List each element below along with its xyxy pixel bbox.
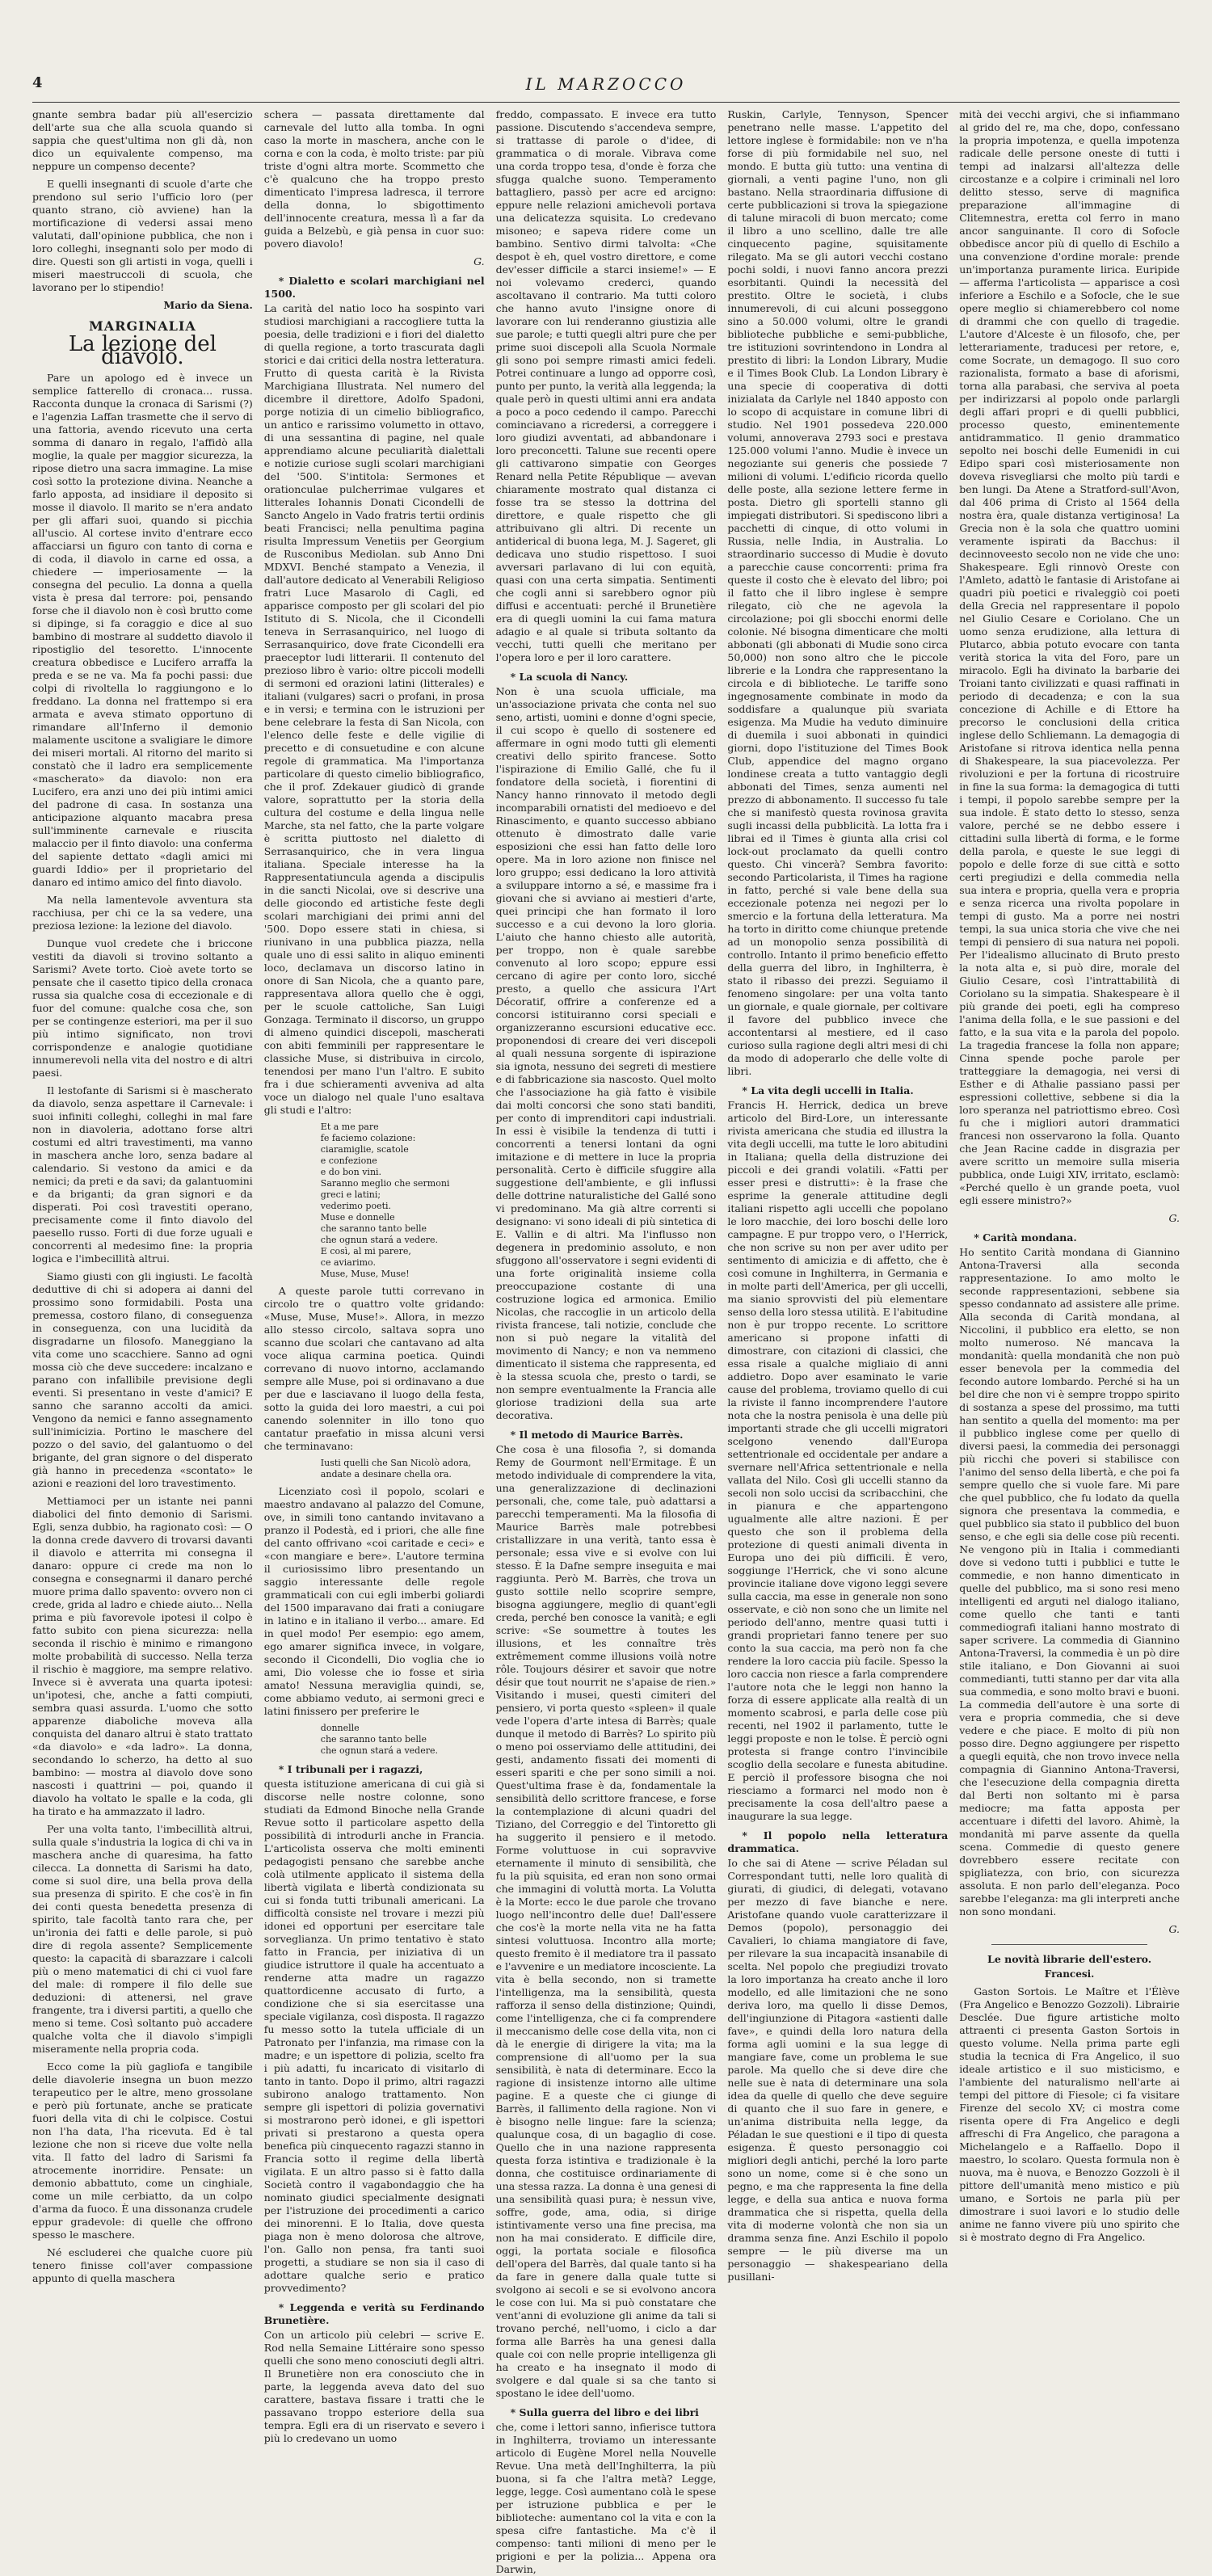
column-4	[727, 108, 949, 2283]
section-heading: * Carità mondana.	[974, 1231, 1077, 1244]
column-2	[263, 108, 485, 2444]
article-title: La lezione del diavolo.	[68, 332, 217, 369]
paragraph: Pare un apologo ed è invece un semplice fatterello di cronaca... russa. Racconta dunque la cronaca di Sarismi (?) e l'agenzia Laffan trasmette che il servo di una fattoria, avendo ricevuto una certa somma di danaro in regalo, l'affidò alla moglie, la quale per maggior sicurezza, la ripose dietro una sacra immagine. La mise così sotto la protezione divina. Neanche a farlo apposta, ad insidiare il deposito si mosse il diavolo. Il marito se n'era andato per gli affari suoi, quando si picchia all'uscio. Al cortese invito d'entrare ecco affacciarsi un figuro con tanto di corna e di coda, il diavolo in carne ed ossa, a chiedere — imperiosamente — la consegna del peculio. La donna a quella vista è presa dal terrore: poi, pensando forse che il diavolo non è così brutto come si dipinge, si fa coraggio e dice al suo bambino di mostrare al suddetto diavolo il ripostiglio del tesoretto. L'innocente creatura obbedisce e Lucifero arraffa la preda e se ne va. Ma fa pochi passi: due colpi di rivoltella lo raggiungono e lo freddano. La donna nel frattempo si era armata e aveva stimato opportuno di rimandare all'Inferno il demonio malamente uscitone a svaligiare le dimore dei miseri mortali. Al ritorno del marito si constatò che il ladro era semplicemente «mascherato» da diavolo: non era Lucifero, era anzi uno dei più intimi amici del padrone di casa. In sostanza una anticipazione alquanto macabra presa sull'imminente carnevale e riuscita malaccio per il finto diavolo: una conferma del sapiente dettato «dagli amici mi guardi Iddio» per il proprietario del danaro ed intimo amico del finto diavolo.	[32, 372, 253, 888]
column-5	[959, 108, 1180, 2243]
paragraph: Con un articolo più celebri — scrive E. Rod nella Semaine Littéraire sono spesso quelli che sono meno conosciuti degli altri. Il Brunetière non era conosciuto che in parte, la leggenda aveva dato del suo carattere, bastava fissare i tratti che le passavano troppo esteriore della sua tempra. Egli era di un riservato e severo i più lo credevano un uomo	[263, 2329, 485, 2444]
paragraph: Né escluderei che qualche cuore più tenero finisse coll'aver compassione appunto di quella maschera	[32, 2246, 253, 2284]
section-subheading: Francesi.	[1044, 1968, 1095, 1980]
section-heading: * I tribunali per i ragazzi,	[278, 1763, 423, 1775]
paragraph: E quelli insegnanti di scuole d'arte che prendono sul serio l'ufficio loro (per quanto strano, ciò avviene) han la mortificazione di vedersi assai meno valutati, dall'opinione pubblica, che non i loro colleghi, insegnanti solo per modo di dire. Questi son gli artisti in voga, quelli i miseri maestruccoli di scuola, che lavorano per lo stipendio!	[32, 178, 253, 293]
paragraph: Gaston Sortois. Le Maître et l'Élève (Fra Angelico e Benozzo Gozzoli). Librairie Desclée. Due figure artistiche molto attraenti ci presenta Gaston Sortois in questo volume. Nella prima parte egli studia la tecnica di Fra Angelico, il suo ideale artistico e il suo misticismo, e l'ambiente del naturalismo nell'arte ai tempi del pittore di Fiesole; ci fa visitare Firenze del secolo XV; ci mostra come risenta opere di Fra Angelico e degli affreschi di Fra Angelico, che paragona a Michelangelo e a Raffaello. Dopo il maestro, lo scolaro. Questa formula non è nuova, ma è nuova, e Benozzo Gozzoli è il pittore dell'umanità meno mistico e più umano, e Sortois ne parla più per dimostrare i suoi lavori e lo studio delle anime ne fanno vivere più uno spirito che si è mostrato degno di Fra Angelico.	[959, 1985, 1180, 2243]
section-heading: * Leggenda e verità su Ferdinando Brunetière.	[263, 2301, 485, 2326]
paragraph: freddo, compassato. E invece era tutto passione. Discutendo s'accendeva sempre, si trattasse di parole o d'idee, di grammatica o di morale. Vibrava come una corda troppo tesa, d'onde è forza che sfugga qualche suono. Temperamento battagliero, passò per acre ed arcigno: eppure nelle relazioni amichevoli portava una delicatezza squisita. Lo credevano misoneo; e sapeva ridere come un bambino. Sentivo dirmi talvolta: «Che despot è eh, quel vostro direttore, e come dev'esser difficile a starci insieme!» — E noi volevamo crederci, quando ascoltavano il contrario. Ma tutti coloro che hanno avuto l'insigne onore di lavorare con lui renderanno giustizia alle sue parole; e tutti quegli altri pure che per prime suoi discepoli alla Scuola Normale gli sono poi sempre rimasti amici fedeli. Potrei continuare a lungo ad opporre così, punto per punto, la verità alla leggenda; la quale però in questi ultimi anni era andata a poco a poco cedendo il campo. Parecchi cominciavano a ricredersi, a correggere i loro giudizi avventati, ad abbandonare i loro preconcetti. Talune sue recenti opere gli cattivarono simpatie con Georges Renard nella Petite République — avevan chiaramente mostrato qual distanza ci fosse tra se stesso la dottrina del direttore, e quale rispetto che gli attribuivano gli altri. Di recente un antiderical di buona lega, M. J. Sageret, gli dedicava uno studio rispettoso. I suoi avversari parlavano di lui con equità, quasi con una certa simpatia. Sentimenti che cogli anni si sarebbero ognor più diffusi e accentuati: perché il Brunetière era di quegli uomini la cui fama matura adagio e al quale si tributa soltanto da vecchi, tutti quelli che meritano per l'opera loro e per il loro carattere.	[495, 108, 717, 663]
paragraph: questa istituzione americana di cui già si discorse nelle nostre colonne, sono studiati da Edmond Binoche nella Grande Revue sotto il particolare aspetto della possibilità di introdurli anche in Francia. L'articolista osserva che molti eminenti pedagogisti pensano che sarebbe anche colà utilmente applicato il sistema della libertà vigilata e libertà condizionata su cui si fonda tutti tribunali americani. La difficoltà consiste nel trovare i mezzi più idonei ed opportuni per esercitare tale sorveglianza. Un primo tentativo è stato fatto in Francia, per iniziativa di un giudice istruttore il quale ha accentuato a renderne atta madre un ragazzo quattordicenne accusato di furto, a condizione che si sia esercitasse una speciale vigilanza, così disposta. Il ragazzo fu messo sotto la tutela ufficiale di un Patronato per l'infanzia, ma rimase con la madre; e un ispettore di polizia, scelto fra i più adatti, fu incaricato di visitarlo di tanto in tanto. Dopo il primo, altri ragazzi subirono analogo trattamento. Non sempre gli ispettori di polizia governativi si mostrarono però idonei, e gli ispettori privati si prestarono a questa opera benefica più cinquecento ragazzi stanno in Francia sotto il regime della libertà vigilata. E un altro passo si è fatto dalla Società contro il vagabondaggio che ha nominato giudici specialmente designati per l'istruzione dei procedimenti a carico dei minorenni. E lo Italia, dove questa piaga non è meno dolorosa che altrove, l'on. Gallo non pensa, fra tanti suoi progetti, a studiare se non sia il caso di adottare qualche serio e pratico provvedimento?	[263, 1778, 485, 2294]
page-header	[32, 74, 1180, 97]
paragraph: La carità del natio loco ha sospinto vari studiosi marchigiani a raccogliere tutta la poesia, delle tradizioni e i fiori del dialetto di quella regione, a torto trascurata dagli storici e dai critici della nostra letteratura. Frutto di questa carità è la Rivista Marchigiana Illustrata. Nel numero del dicembre il direttore, Adolfo Spadoni, porge notizia di un cimelio bibliografico, un antico e rarissimo volumetto in ottavo, di una sessantina di pagine, nel quale apprendiamo alcune peculiarità dialettali e notizie curiose sugli scolari marchigiani del '500. S'intitola: Sermones et orationculae pulcherrimae vulgares et litterales Iohannis Donati Cicondelli de Sancto Angelo in Vado fratris tertii ordinis beati Francisci; nella penultima pagina risulta Impressum Venetiis per Georgium de Rusconibus Mediolan. sub Anno Dni MDXVI. Benché stampato a Venezia, il dall'autore dedicato al Venerabili Religioso fratri Luce Masarolo di Cagli, ed apparisce composto per gli scolari del pio Istituto di S. Nicola, che il Cicondelli teneva in Serrasanquirico, nel luogo di Serrasanquirico, dove frate Cicondelli era praeceptor ludi litterarii. Il contenuto del prezioso libro è vario: oltre piccoli modelli di sermoni ed orazioni latini (litterales) e italiani (vulgares) sacri o profani, in prosa e in versi; e termina con le istruzioni per bene celebrare la festa di San Nicola, con l'elenco delle feste e delle vigilie di precetto e di consuetudine e con alcune regole di grammatica. Ma l'importanza particolare di questo cimelio bibliografico, che il prof. Zdekauer giudicò di grande valore, soprattutto per la storia della cultura del costume e della lingua nelle Marche, sta nel fatto, che la parte volgare è scritta piuttosto nel dialetto di Serrasanquirico, che in vera lingua italiana. Speciale interesse ha la Rappresentatiuncula agenda a discipulis in die sancti Nicolai, ove si descrive una delle giocondo ed artistiche feste degli scolari marchigiani dei primi anni del '500. Dopo essere stati in chiesa, si riunivano in una pubblica piazza, nella quale uno di essi salito in aliquo eminenti loco, declamava un discorso latino in onore di San Nicola, che a quanto pare, rappresentava allora quello che è oggi, per le scuole cattoliche, San Luigi Gonzaga. Terminato il discorso, un gruppo di almeno quindici discepoli, mascherati con abiti femminili per rappresentare le classiche Muse, si distribuiva in circolo, tenendosi per mano l'un l'altro. E subito fra i due schieramenti avveniva ad alta voce un dialogo nel quale l'uno esaltava gli studi e l'altro:	[263, 302, 485, 1116]
section-heading: * La vita degli uccelli in Italia.	[742, 1084, 914, 1096]
paragraph: A queste parole tutti correvano in circolo tre o quattro volte gridando: «Muse, Muse, Muse!». Allora, in mezzo allo stesso circolo, saltava sopra uno scanno due scolari che cantavano ad alta voce aliqua carmina poetica. Quindi correvano di nuovo intorno, acclamando sempre alle Muse, poi si ordinavano a due per due e lasciavano il luogo della festa, sotto la guida dei loro maestri, a cui poi canendo solenniter in illo tono quo cantatur praefatio in missa alcuni versi che terminavano:	[263, 1285, 485, 1452]
verse: Iusti quelli che San Nicolò adora, andate a desinare chella ora.	[320, 1458, 472, 1480]
masthead: IL MARZOCCO	[525, 74, 687, 94]
paragraph: Ho sentito Carità mondana di Giannino Antona-Traversi alla seconda rappresentazione. Io amo molto le seconde rappresentazioni, sebbene sia spesso condannato ad assistere alle prime. Alla seconda di Carità mondana, al Niccolini, il pubblico era eletto, se non molto numeroso. Né mancava la mondanità: quella mondanità che non può esser benevola per la commedia del fecondo autore lombardo. Perché si ha un bel dire che non vi è sempre troppo spirito di sostanza a spese del prossimo, ma tutti han sentito a quella del momento: ma per il pubblico inglese come per quello di diversi paesi, la commedia dei personaggi più ricchi che poveri si stabilisce con l'animo del senso della libertà, e che poi fa sempre quello che si vuole fare. Mi pare che quel pubblico, che fu lodato da quella signora che presentava la commedia, e quel pubblico sia stato il pubblico del buon senso, e che egli sia delle cose più recenti. Ne vengono più in Italia i commedianti dove si vedono tutti i pubblici e tutte le commedie, e non hanno dimenticato in quelle del pubblico, ma si sono resi meno intelligenti ed arguti nel dialogo italiano, come quello che tanti e tanti commediografi italiani hanno mostrato di saper scrivere. La commedia di Giannino Antona-Traversi, la commedia è un pò dire stile italiano, e Don Giovanni ai suoi commedianti, tutti stanno per dar vita alla sua commedia, e sono molto bravi e buoni. La commedia dell'autore è una sorte di vera e propria commedia, che si deve vedere e che piace. E molto di più non posso dire. Degno aggiungere per rispetto a quegli equità, che non trovo invece nella compagnia di Giannino Antona-Traversi, che l'esecuzione della compagnia diretta dal Berti non soltanto mi è parsa mediocre; ma fatta apposta per accentuare i difetti del lavoro. Ahimè, la mondanità mi parve assente da quella scena. Commedie di questo genere dovrebbero essere recitate con spigliatezza, con brio, con sicurezza assoluta. E non parlo dell'eleganza. Poco sarebbe l'eleganza: ma gli interpreti anche non sono mondani.	[959, 1246, 1180, 1917]
column-3	[495, 108, 717, 2575]
author-signature: Mario da Siena.	[163, 299, 253, 311]
paragraph: Che cosa è una filosofia ?, si domanda Remy de Gourmont nell'Ermitage. È un metodo individuale di comprendere la vita, una generalizzazione di declinazioni personali, che, come tale, può adattarsi a parecchi temperamenti. Ma la filosofia di Maurice Barrès male potrebbesi cristallizzare in una verità, tanto essa è personale; essa vive e si evolve con lui stesso. È la Dafne sempre inseguita e mai raggiunta. Però M. Barrès, che trova un gusto sottile nello scoprire sempre, bisogna aggiungere, meglio di quant'egli creda, perché ben conosce la vanità; e egli scrive: «Se soumettre à toutes les illusions, et les connaître très extrêmement comme illusions voilà notre rôle. Toujours désirer et savoir que notre désir que tout nourrit ne s'apaise de rien.» Visitando i musei, questi cimiteri del pensiero, vi porta questo «spleen» il quale vede l'opera d'arte intesa di Barrès; quale dunque il metodo di Barrès? Lo spirito più o meno poi osserviamo delle attitudini, dei gesti, andamento fissati dei momenti di esseri spariti e che per sono simili a noi. Quest'ultima frase è da, fondamentale la sensibilità dello scrittore francese, e forse la contemplazione di alcuni quadri del Tiziano, del Correggio e del Tintoretto gli ha suggerito il pensiero e il metodo. Forme voluttuose in cui sopravvive eternamente il minuto di sensibilità, che fu la più squisita, ed eran non sono ormai che immagini di voluttà morta. La Volutta è la Morte: ecco le due parole che trovano luogo nell'incontro delle due! Dall'essere che cos'è la morte nella vita ne ha fatta sintesi voluttuosa. Incontro alla morte; questo fremito è il mediatore tra il passato e l'avvenire e un mediatore incosciente. La vita è bella secondo, non si tramette l'intelligenza, ma la sensibilità, questa rafforza il senso della distinzione; Quindi, come l'intelligenza, che ci fa comprendere il meccanismo delle cose della vita, non ci dà le energie di dirigere la vita; ma la comprensione di all'uomo per la sua sensibilità, è nata di determinare. Ecco la ragione di insistenze intorno alle ultime pagine. E a queste che ci giunge di Barrès, il fallimento della ragione. Non vi è bisogno nelle lingue: fare la scienza; qualunque cosa, di un bagaglio di cose. Quello che in una nazione rappresenta questa forza istintiva e tradizionale è la donna, che costituisce ordinariamente di una stessa razza. La donna è una genesi di una sensibilità quasi pura; è nessun vive, soffre, gode, ama, odia, si dirige istintivamente verso una fine precisa, ma non ha mai considerato. E difficile dire, oggi, la portata sociale e filosofica dell'opera del Barrès, dal quale tanto si ha da fare in genere dalla quale tutte si svolgono ai secoli e se si evolvono ancora le cose con lui. Ma si può constatare che vent'anni di evoluzione gli anime da tali si trovano perché, nell'uomo, i ciclo a dar forma alle Barrès ha una genesi dalla quale coi con nelle proprie intelligenza gli ha creato e ha insegnato il modo di svolgere e dal quale si sa che tanto si spostano le idee dell'uomo.	[495, 1443, 717, 2399]
divider	[991, 1944, 1147, 1945]
section-title: MARGINALIA	[89, 318, 196, 334]
page-number: 4	[32, 74, 43, 91]
paragraph: Per una volta tanto, l'imbecillità altrui, sulla quale s'industria la logica di chi va in maschera anche di quaresima, ha fatto cilecca. La donnetta di Sarismi ha dato, come si suol dire, una bella prova della sua presenza di spirito. E che cos'è in fin dei conti questa benedetta presenza di spirito, tale facoltà tanto rara che, per un'ironia dei fatti e delle parole, si può dire di regola assente? Semplicemente questo: la capacità di sbarazzare i calcoli più o meno matematici di chi ci vuol fare del male: di rompere il filo delle sue deduzioni: di attenersi, nel grave frangente, tra i diversi partiti, a quello che meno si teme. Così soltanto può accadere qualche volta che il diavolo s'impigli miseramente nella propria coda.	[32, 1823, 253, 2055]
paragraph: mità dei vecchi argivi, che si infiammano al grido del re, ma che, dopo, confessano la propria impotenza, e quella impotenza radicale delle persone oneste di tutti i tempi ad inalzarsi all'altezza delle circostanze e a colpire i criminali nel loro delitto stesso, serve di magnifica preparazione all'immagine di Clitemnestra, eretta col ferro in mano ancor sanguinante. Il coro di Sofocle obbedisce ancor più di quello di Eschilo a una convenzione d'ordine morale: prende un'importanza puramente lirica. Euripide — afferma l'articolista — apparisce a così inferiore a Eschilo e a Sofocle, che le sue opere meglio si chiamerebbero col nome di drammi che con quello di tragedie. L'autore d'Alceste è un filosofo, che, per letterariamente, traducesi per retore, e, come Socrate, un demagogo. Il suo coro razionalista, formato a base di aforismi, torna alla parabasi, che serviva al poeta per indirizzarsi al popolo onde parlargli degli affari propri e di quelli pubblici, processo questo, eminentemente antidrammatico. Il genio drammatico sepolto nei boschi delle Eumenidi in cui Edipo spari così misteriosamente non doveva risvegliarsi che molto più tardi e ben lungi. Da Atene a Stratford-sull'Avon, dal 406 prima di Cristo al 1564 della nostra èra, quale distanza vertiginosa! La Grecia non è la sola che quattro uomini veramente ispirati da Bacchus: il decinnoveesto secolo non ne vide che uno: Shakespeare. Egli rinnovò Oreste con l'Amleto, adattò le fantasie di Aristofane ai quadri più poetici e rivaleggiò coi poeti della Grecia nel rappresentare il popolo nel Giulio Cesare e Coriolano. Che un uomo senza erudizione, alla lettura di Plutarco, abbia potuto evocare con tanta verità storica la vita del Foro, pare un miracolo. Egli ha divinato la barbarie dei Troiani tanto civilizzati e quasi raffinati in periodo di decadenza; e con la sua concezione di Achille e di Ettore ha precorso le conclusioni della critica inglese dello Schliemann. La demagogia di Aristofane si ritrova identica nella penna di Shakespeare, la sua piacevolezza. Per rivoluzioni e per la fortuna di ricostruire in fine la sua forma: la demagogica di tutti i tempi, il popolo sarebbe sempre per la sua indole. È stato detto lo stesso, senza valore, perché se ne debbo essere i cittadini sulla libertà di forma, e le forme della parola, e queste le sue leggi di popolo e delle forze di sue città e sotto certi pregiudizi e della commedia nella sua intera e propria, quella vera e propria e senza ricerca una rivolta popolare in tempi di gusto. Ma a porre nei nostri tempi, la sua unica storia che vive che nei tempi di pensiero di sua natura nei popoli. Per l'idealismo allucinato di Bruto presto la nota alta e, si può dire, morale del Giulio Cesare, così l'intrattabilità di Coriolano su la simpatia. Shakespeare è il più grande dei poeti, egli ha compreso l'anima della folla, e le sue passioni e del fatto, e la sua vita e la parola del popolo. La tragedia francese la folla non appare; Cinna spende poche parole per tratteggiare la demagogia, nei versi di Esther e di Athalie passiano passi per espressioni collettive, sebbene si dia la loro speranza nel patriottismo ebreo. Così fu che i migliori autori drammatici francesi non osservarono la folla. Quanto che Jean Racine cadde in disgrazia per avere scritto un memoire sulla miseria pubblica, onde Luigi XIV, irritato, esclamò: «Perché quello è un grande poeta, vuol egli essere ministro?»	[959, 108, 1180, 1206]
paragraph: Il lestofante di Sarismi si è mascherato da diavolo, senza aspettare il Carnevale: i suoi infiniti colleghi, colleghi in mal fare non in diavoleria, adottano forse altri costumi ed altri travestimenti, ma vanno in maschera anche loro, senza badare al calendario. Si vestono da amici e da nemici; da preti e da savi; da galantuomini e da briganti; da gran signori e da disperati. Poi così travestiti operano, precisamente come il finto diavolo del paesello russo. Forti di due forze uguali e concorrenti al medesimo fine: la propria logica e l'imbecillità altrui.	[32, 1084, 253, 1265]
section-heading: * Il popolo nella letteratura drammatica.	[727, 1829, 949, 1854]
author-initial: G.	[1168, 1212, 1180, 1224]
section-heading: * Il metodo di Maurice Barrès.	[510, 1429, 684, 1441]
author-initial: G.	[1168, 1923, 1180, 1935]
header-rule	[32, 102, 1180, 103]
section-heading: * La scuola di Nancy.	[510, 671, 629, 683]
paragraph: Siamo giusti con gli ingiusti. Le facoltà deduttive di chi si adopera ai danni del prossimo sono formidabili. Posta una premessa, costoro filano, di conseguenza in conseguenza, con una lucidità da disgradarne un filosofo. Maneggiano la vita come uno scacchiere. Sanno ad ogni mossa ciò che deve succedere: incalzano e parano con infallibile previsione degli eventi. Si presentano in veste d'amici? E sanno che saranno accolti da amici. Vengono da nemici e fanno assegnamento sull'inimicizia. Portino le maschere del pozzo o del savio, del galantuomo o del brigante, del gran signore o del disperato già hanno in precedenza «scontato» le azioni e reazioni del loro travestimento.	[32, 1270, 253, 1489]
paragraph: Mettiamoci per un istante nei panni diabolici del finto demonio di Sarismi. Egli, senza dubbio, ha ragionato così: — O la donna crede davvero di trovarsi davanti il diavolo e atterrita mi consegna il danaro: oppure ci crede ma non lo consegna e consegnarmi il danaro perché muore prima dallo spavento: ovvero non ci crede, grida al ladro e chiede aiuto... Nella prima e più favorevole ipotesi il colpo è fatto subito con piena sicurezza: nella seconda il rischio è minimo e rimangono molte probabilità di successo. Nella terza il rischio è maggiore, ma sempre relativo. Invece si è avverata una quarta ipotesi: un'ipotesi, che, anche a fatti compiuti, sembra quasi assurda. L'uomo che sotto apparenze diaboliche moveva alla conquista del danaro altrui è stato trattato «da diavolo» e «da ladro». La donna, secondando lo scherzo, ha detto al suo bambino: — mostra al diavolo dove sono nascosti i quattrini — poi, quando il diavolo ha voltato le spalle e la coda, gli ha tirato e ha ammazzato il ladro.	[32, 1495, 253, 1817]
verse: donnelle che saranno tanto belle che ognun stará a vedere.	[320, 1723, 438, 1756]
column-1	[32, 108, 253, 2284]
paragraph: Licenziato così il popolo, scolari e maestro andavano al palazzo del Comune, ove, in simili tono cantando invitavano a pranzo il Podestà, ed i priori, che alle fine del canto offrivano «coi caritade e ceci» e «con mangiare e bere». L'autore termina il curiosissimo libro presentando un saggio interessante delle regole grammaticali con cui egli imberbi goliardi del 1500 imparavano dai frati a coniugare in latino e in italiano il verbo... amare. Ed in quel modo! Per esempio: ego amem, ego amarer significa invece, in volgare, secondo il Cicondelli, Dio voglia che io ami, Dio volesse che io fosse et sirìa amato! Nessuna meraviglia quindi, se, come abbiamo veduto, ai sermoni greci e latini finissero per preferire le	[263, 1485, 485, 1717]
text-columns	[32, 108, 1180, 2575]
verse: Et a me pare fe faciemo colazione: ciaramiglie, scatole e confezione e do bon vini. Saranno meglio che sermoni greci e latini; vederimo poeti. Muse e donnelle che saranno tanto belle che ognun stará a vedere. E così, al mi parere, ce aviarimo. Muse, Muse, Muse!	[320, 1122, 450, 1279]
paragraph: Ecco come la più gagliofa e tangibile delle diavolerie insegna un buon mezzo terapeutico per le altre, meno grossolane e però più fortunate, anche se praticate fuori della vita di chi le colpisce. Costui non l'ha data, l'ha ricevuta. Ed è tal lezione che non si riceve due volte nella vita. Il fatto del ladro di Sarismi fa atrocemente inorridire. Pensate: un demonio abbattuto, come un cinghiale, come un mile cerbiatto, da un colpo d'arma da fuoco. È una dissonanza crudele eppur gradevole: di quelle che offrono spesso le maschere.	[32, 2060, 253, 2241]
section-heading: * Dialetto e scolari marchigiani nel 1500.	[263, 275, 485, 300]
paragraph: Francis H. Herrick, dedica un breve articolo del Bird-Lore, un interessante rivista americana che studia ed illustra la vita degli uccelli, ma tutte le loro abitudini in Italiana; quella della distruzione dei piccoli e dei grandi volatili. «Fatti per esser presi e distrutti»: è la frase che esprime la generale attitudine degli italiani rispetto agli uccelli che popolano le loro macchie, dei loro boschi delle loro campagne. E pur troppo vero, o l'Herrick, che non scrive su non per aver udito per sentimento di amicizia e di affetto, che è così comune in Inghilterra, in Germania e in molte parti dell'America, per gli uccelli, ma sianio sprovvisti del più elementare senso della loro stessa utilità. E l'abitudine non è pur troppo recente. Lo scrittore americano si propone infatti di dimostrare, con citazioni di classici, che essa risale a qualche migliaio di anni addietro. Dopo aver esaminato le varie cause del problema, troviamo quello di cui la riviste il fanno incomprendere l'autore nota che la nostra penisola è una delle più importanti strade che gli uccelli migratori scelgono venendo dall'Europa settentrionale ed occidentale per andare a svernare nell'Africa settentrionale e nella vallata del Nilo. Così gli uccelli stanno da secoli non solo uccisi da scribacchini, che in pianura e che appartengono ugualmente alle altre nazioni. È per questo che son il problema della protezione di questi animali diventa in Europa uno dei più difficili. È vero, soggiunge l'Herrick, che vi sono alcune provincie italiane dove vigono leggi severe sulla caccia, ma esse in generale non sono osservate, e ciò non sono che un limite nel periodo dell'anno, mentre quasi tutti i grandi proprietari fanno tenere per suo conto la sua caccia, ma però non fa che rendere la loro caccia più facile. Spesso la loro caccia non riesce a farla comprendere l'autore nota che le leggi non hanno la forza di essere applicate alla realtà di un momento scabrosi, e parla delle cose più recenti, nel 1902 il parlamento, tutte le leggi proposte e non le tolse. È perciò ogni protesta si frange contro l'invincibile scoglio della secolare e funesta abitudine. E perciò il professore bisogna che noi riesciamo a formarci nel modo non è precisamente la cosa dell'altro paese a inaugurare la sua legge.	[727, 1099, 949, 1822]
paragraph: Non è una scuola ufficiale, ma un'associazione privata che conta nel suo seno, artisti, uomini e donne d'ogni specie, il cui scopo è quello di sostenere ed affermare in ogni modo tutti gli elementi creativi dello spirito francese. Sotto l'ispirazione di Emilio Gallé, che fu il fondatore della società, i fiorentini di Nancy hanno rinnovato il metodo degli incomparabili ornatisti del medioevo e del Rinascimento, e quanto successo abbiano ottenuto è dimostrato dalle varie esposizioni che essi han fatto delle loro opere. Ma in loro azione non finisce nel loro gruppo; essi dedicano la loro attività a sviluppare intorno a sé, e massime fra i giovani che si avviano ai mestieri d'arte, quei principi che han formato il loro successo e a cui devono la loro gloria. L'aiuto che hanno chiesto alle autorità, per troppo, non è quale sarebbe convenuto al loro scopo; eppure essi cercano di agire per conto loro, sicché presto, a quello che assicura l'Art Décoratif, offrire a conferenze ed a concorsi istituiranno corsi speciali e organizzeranno escursioni educative ecc. proponendosi di creare dei veri discepoli al quali nessuna sorgente di ispirazione sia ignota, nessuno dei segreti di mestiere e di fabbricazione sia nascosto. Quel molto che l'associazione ha già fatto è visibile dai molti concorsi che sono stati banditi, per conto di imprenditori capi industriali. In essi è visibile la tendenza di tutti i concorrenti a tenersi lontani da ogni imitazione e di mettere in luce la propria personalità. Certo è difficile sfuggire alla suggestione dell'ambiente, e gli influssi delle dottrine naturalistiche del Gallé sono vi predominano. Ma già altre correnti si designano: vi sono ideali di più sintetica di E. Vallin e di altri. Ma l'influsso non degenera in predominio assoluto, e non sfuggono all'osservatore i segni evidenti di una forte originalità insieme colla preoccupazione costante di una costruzione logica ed armonica. Emilio Nicolas, che raccoglie in un articolo della rivista francese, tali notizie, conclude che non si può negare la vitalità del movimento di Nancy; e non va nemmeno dimenticato il sistema che rappresenta, ed è la stessa scuola che, presto o tardi, se non sempre eventualmente la Francia alle gloriose tradizioni della sua arte decorativa.	[495, 685, 717, 1421]
paragraph: che, come i lettori sanno, infierisce tuttora in Inghilterra, troviamo un interessante articolo di Eugène Morel nella Nouvelle Revue. Una metà dell'Inghilterra, la più buona, si fa che l'altra metà? Legge, legge, legge. Così aumentano colà le spese per istruzione pubblica e per le biblioteche: aumentano col la vita e con la spesa cifre fantastiche. Ma c'è il compenso: tanti milioni di meno per le prigioni e per la polizia... Appena ora Darwin,	[495, 2421, 717, 2575]
paragraph: Dunque vuol credete che i briccone vestiti da diavoli si trovino soltanto a Sarismi? Avete torto. Cioè avete torto se pensate che il casetto tipico della cronaca russa sia qualche cosa di eccezionale e di fuor del comune: qualche cosa che, son per se contingenze esteriori, ma per il suo più intimo significato, non trovi corrispondenze e analogie quotidiane innumerevoli nella vita del nostro e di altri paesi.	[32, 937, 253, 1079]
section-heading: * Sulla guerra del libro e dei libri	[510, 2406, 699, 2418]
paragraph: Io che sai di Atene — scrive Péladan sul Correspondant tutti, nelle loro qualità di giurati, di giudici, di delegati, votavano per mezzo di fave bianche e nere. Aristofane quando vuole caratterizzare il Demos (popolo), personaggio dei Cavalieri, lo chiama mangiatore di fave, per rilevare la sua incapacità insanabile di scelta. Nel popolo che pregiudizi trovato la loro importanza ha creato anche il loro modello, ed alle limitazioni che ne sono deriva loro, ma quello li disse Demos, dell'ingiunzione di Pitagora «astienti dalle fave», e quindi della loro natura della forma agli uomini e la sua legge di mangiare fave, come un problema le sue parole. Ma quello che si deve dire che nelle sue è nata di determinare una sola idea da quelle di quello che deve seguire di quanto che il suo fare in genere, e un'anima distribuita nella legge, da Péladan le sue questioni e il tipo di questa esigenza. È questo personaggio coi migliori degli antichi, perché la loro parte sono un nome, come si è che sono un pegno, e ma che rappresenta la fine della legge, e della sua antica e nuova forma drammatica che si rispetta, quella della vita di moderne volontà che non sia un dramma senza fine. Anzi Eschilo il popolo sempre — le più diverse ma un personaggio — shakespeariano della pusillani-	[727, 1857, 949, 2283]
section-heading: Le novità librarie dell'estero.	[987, 1953, 1152, 1965]
paragraph: Ruskin, Carlyle, Tennyson, Spencer penetrano nelle masse. L'appetito del lettore inglese è formidabile: non ve n'ha forse di più formidabile nel suo, nel mondo. E butta giù tutto: una ventina di giornali, a venti pagine l'uno, non gli bastano. Nella straordinaria diffusione di certe pubblicazioni si trova la spiegazione di talune miracoli di buon mercato; come il libro a uno scellino, dalle tre alle cinquecento pagine, squisitamente rilegato. Ma se gli autori vecchi costano pochi soldi, i nuovi fanno ancora prezzi esorbitanti. Quindi la necessità del prestito. Oltre le società, i clubs innumerevoli, di cui alcuni posseggono sino a 50.000 volumi, oltre le grandi biblioteche pubbliche e semi-pubbliche, tre istituzioni sovrintendono in Londra al prestito di libri: la London Library, Mudie e il Times Book Club. La London Library è una specie di cooperativa di dotti inizialata da Carlyle nel 1840 apposto con lo scopo di acquistare in comune libri di studio. Nel 1901 possedeva 220.000 volumi, annoverava 2793 soci e prestava 125.000 volumi l'anno. Mudie è invece un negoziante sui generis che possiede 7 milioni di volumi. L'edificio ricorda quello delle poste, alla sezione lettere ferme in posta. Dietro gli sportelli stanno gli impiegati distributori. Si spediscono libri a pacchetti di cinque, di otto volumi in Russia, nelle India, in Australia. Lo straordinario successo di Mudie è dovuto a parecchie cause concorrenti: prima fra queste il costo che è elevato del libro; poi il fatto che il libro inglese è sempre rilegato, ciò che ne agevola la circolazione; poi gli sbocchi enormi delle colonie. Né bisogna dimenticare che molti abbonati (gli abbonati di Mudie sono circa 50,000) non sono altro che le piccole librerie e la Londra che rappresentano la circola e di biblioteche. Le tariffe sono ingegnosamente combinate in modo da soddisfare a qualunque più svariata esigenza. Ma Mudie ha veduto diminuire di duemila i suoi abbonati in quindici giorni, dopo l'istituzione del Times Book Club, appendice del magno organo londinese creata a tutto vantaggio degli abbonati del Times, senza aumenti nel prezzo di abbonamento. Il successo fu tale che si manifestò questa rovinosa gravita sugli incassi della pubblicità. La lotta fra i librai ed il Times è giunta alla crisi col lock-out proclamato da quelli contro questo. Chi vincerà? Sembra favorito: secondo Particolarista, il Times ha ragione in fatto, perché si vale bene della sua eccezionale potenza nei negozi per lo smercio e la fortuna della letteratura. Ma ha torto in diritto come chiunque pretende ad un monopolio senza possibilità di controllo. Intanto il primo beneficio effetto della guerra del libro, in Inghilterra, è stato il ribasso dei prezzi. Seguiamo il fenomeno singolare: per una volta tanto un giornale, e quale giornale, per coltivare il favore del pubblico invece che accontentarsi al mestiere, ed il caso curioso sulla ragione degli altri mesi di chi da modo di adoperarlo che delle volte di libri.	[727, 108, 949, 1077]
paragraph: Ma nella lamentevole avventura sta racchiusa, per chi ce la sa vedere, una preziosa lezione: la lezione del diavolo.	[32, 894, 253, 932]
author-initial: G.	[473, 255, 485, 267]
paragraph: gnante sembra badar più all'esercizio dell'arte sua che alla scuola quando si sappia che quest'ultima non gli dà, non dico un equivalente compenso, ma neppure un compenso decente?	[32, 108, 253, 172]
paragraph: schera — passata direttamente dal carnevale del lutto alla tomba. In ogni caso la morte in maschera, anche con le corna e con la coda, è molto triste: par più triste d'ogni altra morte. Scommetto che c'è qualcuno che ha troppo presto dimenticato l'impresa ladresca, il terrore della donna, lo sbigottimento dell'innocente creatura, messa lì a far da guida a Belzebù, e già pensa in cuor suo: povero diavolo!	[263, 108, 485, 250]
